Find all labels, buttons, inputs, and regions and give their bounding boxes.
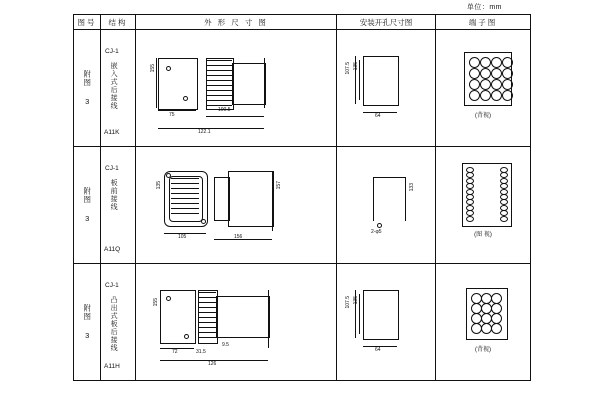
header-mounting: 安装开孔尺寸图	[337, 15, 436, 30]
mounting-drawing-cell-1	[337, 30, 436, 147]
dim-64: 64	[375, 347, 381, 353]
dim-135: 135	[156, 181, 162, 190]
structure-text: 嵌入式后接线	[110, 62, 118, 110]
terminal-drawing-cell-3	[436, 264, 531, 381]
terminal-drawing-cell-2	[436, 147, 531, 264]
mounting-drawing-cell-3	[337, 264, 436, 381]
table-row	[74, 147, 531, 264]
structure-cell-2	[101, 147, 136, 264]
dim-100-5: 100.5	[218, 107, 231, 113]
structure-model: A11H	[104, 363, 120, 370]
structure-code: CJ-1	[105, 165, 119, 172]
structure-code: CJ-1	[105, 48, 119, 55]
mounting-drawing-2	[337, 147, 435, 263]
structure-code: CJ-1	[105, 282, 119, 289]
dim-31-5: 31.5	[196, 349, 206, 355]
outline-drawing-cell-3	[136, 264, 337, 381]
outline-drawing-cell-2	[136, 147, 337, 264]
dim-126: 126	[208, 361, 217, 367]
dim-9-5: 9.5	[222, 342, 229, 348]
dim-156: 156	[234, 234, 243, 240]
outline-drawing-2	[136, 147, 336, 263]
terminal-drawing-3	[436, 264, 530, 380]
dim-155: 155	[153, 298, 159, 307]
terminal-drawing-1	[436, 30, 530, 146]
mounting-drawing-3	[337, 264, 435, 380]
table-row	[74, 30, 531, 147]
table-row	[74, 264, 531, 381]
fig-no-cell-2	[74, 147, 101, 264]
dim-107-5: 107.5	[345, 62, 351, 75]
header-outline: 外 形 尺 寸 图	[136, 15, 337, 30]
spec-table	[73, 14, 531, 381]
structure-cell-3	[101, 264, 136, 381]
structure-cell-1	[101, 30, 136, 147]
header-structure: 结构	[101, 15, 136, 30]
outline-drawing-3	[136, 264, 336, 380]
terminal-caption: (背视)	[475, 347, 491, 353]
outline-drawing-1	[136, 30, 336, 146]
header-fig-no: 图号	[74, 15, 101, 30]
outline-drawing-cell-1	[136, 30, 337, 147]
dim-64: 64	[375, 113, 381, 119]
dim-105: 105	[178, 234, 187, 240]
header-terminal: 端子图	[436, 15, 531, 30]
terminal-caption: (背视)	[475, 113, 491, 119]
structure-text: 凸出式板后接线	[110, 296, 118, 352]
fig-no-cell-3	[74, 264, 101, 381]
structure-text: 板前接线	[110, 179, 118, 211]
dim-2-phi5: 2-φ5	[371, 229, 382, 235]
mounting-drawing-1	[337, 30, 435, 146]
fig-no-label: 附图 3	[82, 303, 92, 341]
terminal-drawing-2	[436, 147, 530, 263]
dim-72: 72	[172, 349, 178, 355]
dim-107-5: 107.5	[345, 296, 351, 309]
fig-no-label: 附图 3	[82, 186, 92, 224]
dim-75: 75	[169, 112, 175, 118]
unit-note: 单位：mm	[466, 4, 502, 11]
dim-122-1: 122.1	[198, 129, 211, 135]
mounting-drawing-cell-2	[337, 147, 436, 264]
dim-135: 135	[353, 62, 359, 71]
fig-no-label: 附图 3	[82, 69, 92, 107]
dim-135: 135	[353, 296, 359, 305]
table-header-row	[74, 15, 531, 30]
terminal-caption: (图 视)	[474, 232, 492, 238]
dim-133: 133	[409, 183, 415, 192]
dim-155: 155	[150, 64, 156, 73]
terminal-drawing-cell-1	[436, 30, 531, 147]
dim-157: 157	[276, 181, 282, 190]
fig-no-cell-1	[74, 30, 101, 147]
structure-model: A11Q	[104, 246, 121, 253]
structure-model: A11K	[104, 129, 120, 136]
